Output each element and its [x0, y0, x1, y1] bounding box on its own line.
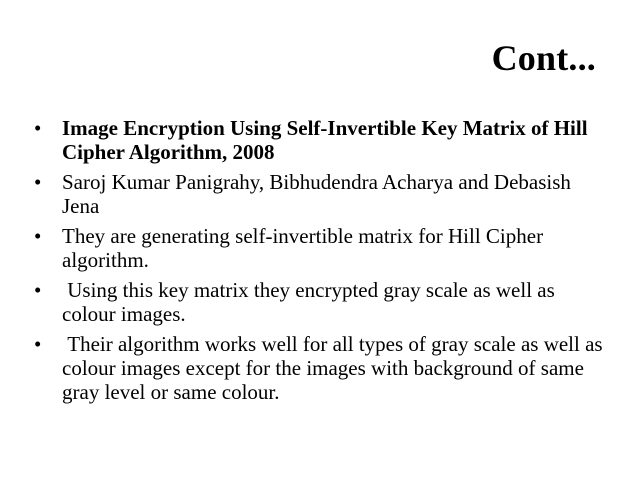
bullet-text: Using this key matrix they encrypted gray scale as well as colour images.	[62, 278, 561, 326]
bullet-list	[34, 116, 608, 410]
bullet-text: Image Encryption Using Self-Invertible Key Matrix of Hill Cipher Algorithm, 2008	[62, 116, 593, 164]
bullet-icon: •	[34, 116, 42, 140]
slide-title: Cont...	[491, 38, 596, 78]
bullet-text: Their algorithm works well for all types of gray scale as well as colour images except for the images with background of same gray level or same colour.	[62, 332, 608, 404]
bullet-item-limitation	[34, 332, 608, 404]
bullet-item-authors	[34, 170, 604, 218]
bullet-icon: •	[34, 332, 42, 356]
bullet-item-paper-title	[34, 116, 604, 164]
bullet-item-usage	[34, 278, 604, 326]
bullet-item-method	[34, 224, 604, 272]
bullet-icon: •	[34, 170, 42, 194]
bullet-text: Saroj Kumar Panigrahy, Bibhudendra Acharya and Debasish Jena	[62, 170, 577, 218]
bullet-icon: •	[34, 224, 42, 248]
bullet-icon: •	[34, 278, 42, 302]
bullet-text: They are generating self-invertible matrix for Hill Cipher algorithm.	[62, 224, 549, 272]
